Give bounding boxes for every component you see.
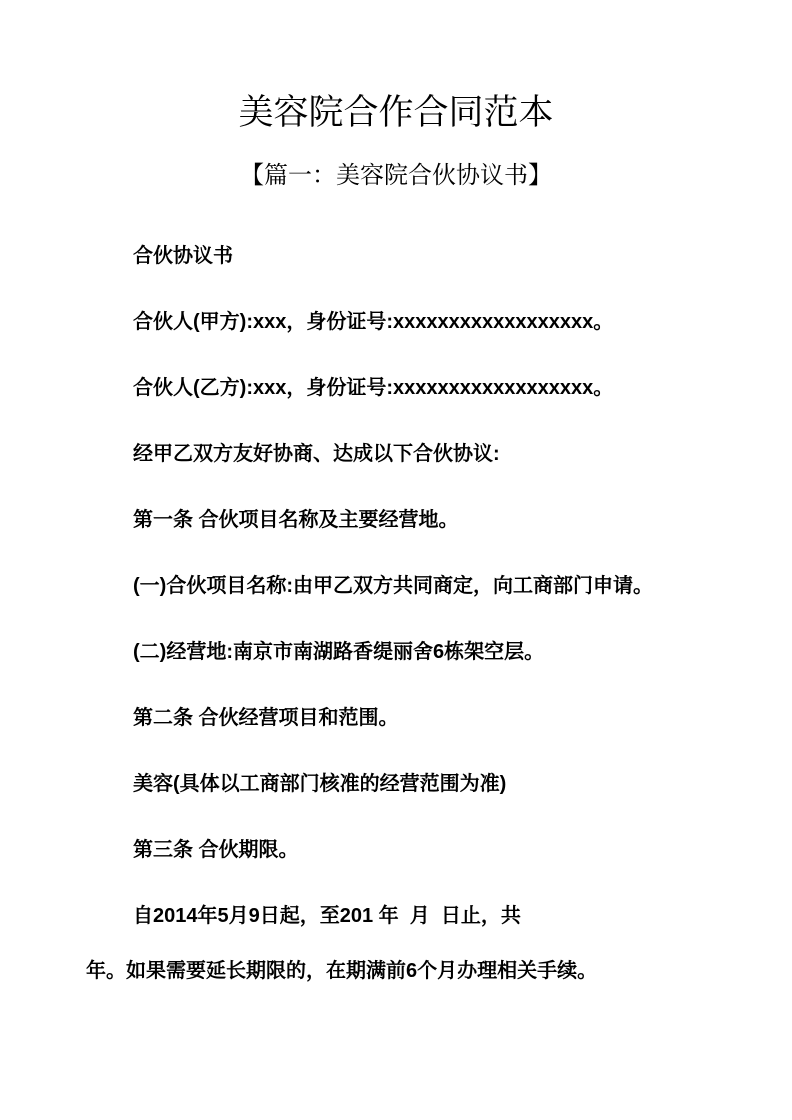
paragraph-line: 美容(具体以工商部门核准的经营范围为准)	[133, 773, 507, 795]
document-title: 美容院合作合同范本	[238, 93, 554, 132]
paragraph-line: 第一条 合伙项目名称及主要经营地。	[133, 509, 459, 531]
paragraph-line: 第二条 合伙经营项目和范围。	[133, 707, 399, 729]
paragraph-line: (二)经营地:南京市南湖路香缇丽舍6栋架空层。	[133, 641, 545, 663]
paragraph-line: 第三条 合伙期限。	[133, 839, 299, 861]
paragraph-line: 经甲乙双方友好协商、达成以下合伙协议:	[133, 443, 500, 465]
paragraph-line: 合伙协议书	[133, 245, 233, 267]
section-heading: 【篇一：美容院合伙协议书】	[240, 163, 552, 189]
paragraph-line: 合伙人(甲方):xxx，身份证号:xxxxxxxxxxxxxxxxxx。	[133, 311, 614, 333]
paragraph-line: 合伙人(乙方):xxx，身份证号:xxxxxxxxxxxxxxxxxx。	[133, 377, 614, 399]
document-body	[86, 243, 746, 1024]
paragraph-line: 自2014年5月9日起，至201 年 月 日止，共	[133, 905, 521, 927]
paragraph-line: 年。如果需要延长期限的，在期满前6个月办理相关手续。	[86, 960, 598, 982]
paragraph-line: (一)合伙项目名称:由甲乙双方共同商定，向工商部门申请。	[133, 575, 653, 597]
